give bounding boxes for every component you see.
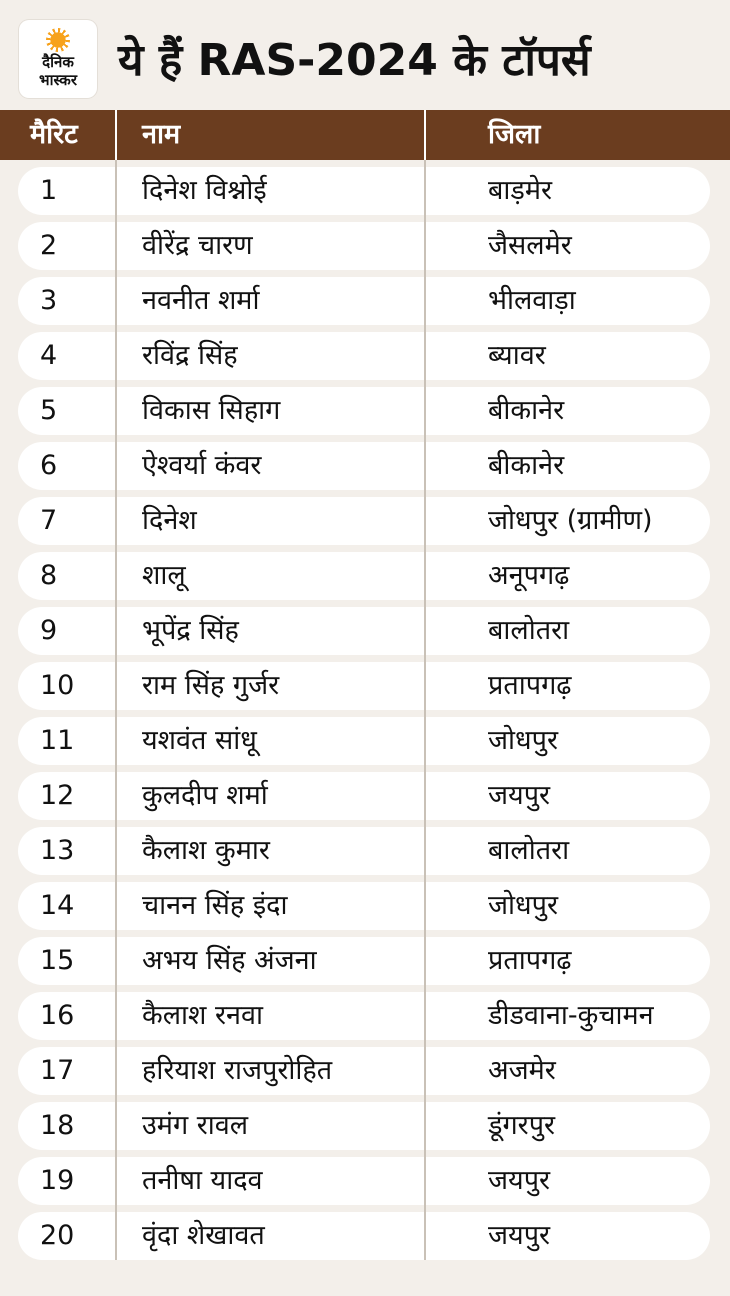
merit-cell: 7: [40, 505, 58, 536]
table-row: [18, 277, 710, 325]
name-cell: यशवंत सांधू: [142, 725, 257, 756]
name-cell: शालू: [142, 560, 186, 591]
name-cell: कुलदीप शर्मा: [142, 780, 268, 811]
district-cell: बालोतरा: [488, 615, 570, 646]
table-row: [18, 442, 710, 490]
table-row: [18, 662, 710, 710]
district-cell: जयपुर: [488, 1220, 551, 1251]
district-cell: बीकानेर: [488, 395, 565, 426]
district-cell: डूंगरपुर: [488, 1110, 556, 1141]
dainik-bhaskar-logo: [19, 20, 97, 98]
merit-cell: 2: [40, 230, 58, 261]
district-cell: डीडवाना-कुचामन: [488, 1000, 654, 1031]
name-cell: चानन सिंह इंदा: [142, 890, 288, 921]
header-district: जिला: [488, 119, 541, 150]
header-name: नाम: [142, 119, 181, 150]
logo-text-line2: भास्कर: [39, 71, 77, 89]
name-cell: भूपेंद्र सिंह: [142, 615, 239, 646]
name-cell: अभय सिंह अंजना: [142, 945, 317, 976]
logo-text-line1: दैनिक: [42, 53, 74, 71]
merit-cell: 19: [40, 1165, 75, 1196]
merit-cell: 17: [40, 1055, 75, 1086]
merit-cell: 12: [40, 780, 75, 811]
table-row: [18, 1212, 710, 1260]
merit-cell: 8: [40, 560, 58, 591]
district-cell: अनूपगढ़: [488, 560, 570, 591]
merit-cell: 18: [40, 1110, 75, 1141]
district-cell: बीकानेर: [488, 450, 565, 481]
merit-cell: 6: [40, 450, 58, 481]
name-cell: कैलाश रनवा: [142, 1000, 264, 1031]
merit-cell: 5: [40, 395, 58, 426]
district-cell: बालोतरा: [488, 835, 570, 866]
merit-cell: 15: [40, 945, 75, 976]
table-row: [18, 1157, 710, 1205]
name-cell: हरियाश राजपुरोहित: [142, 1055, 333, 1086]
table-row: [18, 552, 710, 600]
name-cell: दिनेश विश्नोई: [142, 175, 267, 206]
name-cell: कैलाश कुमार: [142, 835, 270, 866]
name-cell: तनीषा यादव: [142, 1165, 263, 1196]
table-row: [18, 827, 710, 875]
district-cell: जोधपुर: [488, 890, 559, 921]
table-row: [18, 497, 710, 545]
header-divider: [115, 110, 117, 160]
merit-cell: 14: [40, 890, 75, 921]
district-cell: जोधपुर: [488, 725, 559, 756]
merit-cell: 13: [40, 835, 75, 866]
table-row: [18, 772, 710, 820]
district-cell: ब्यावर: [488, 340, 546, 371]
name-cell: राम सिंह गुर्जर: [142, 670, 280, 701]
name-cell: वीरेंद्र चारण: [142, 230, 253, 261]
district-cell: प्रतापगढ़: [488, 945, 572, 976]
sun-icon: [46, 28, 70, 52]
district-cell: अजमेर: [488, 1055, 556, 1086]
district-cell: जैसलमेर: [488, 230, 572, 261]
merit-cell: 16: [40, 1000, 75, 1031]
table-row: [18, 222, 710, 270]
name-cell: विकास सिहाग: [142, 395, 281, 426]
table-row: [18, 1102, 710, 1150]
header-merit: मैरिट: [30, 119, 78, 150]
merit-cell: 4: [40, 340, 58, 371]
district-cell: जयपुर: [488, 1165, 551, 1196]
name-cell: नवनीत शर्मा: [142, 285, 260, 316]
table-row: [18, 167, 710, 215]
name-cell: रविंद्र सिंह: [142, 340, 238, 371]
table-row: [18, 387, 710, 435]
column-divider: [115, 110, 117, 1260]
name-cell: वृंदा शेखावत: [142, 1220, 265, 1251]
table-row: [18, 992, 710, 1040]
district-cell: जोधपुर (ग्रामीण): [488, 505, 653, 536]
merit-cell: 9: [40, 615, 58, 646]
merit-cell: 11: [40, 725, 75, 756]
district-cell: बाड़मेर: [488, 175, 553, 206]
table-row: [18, 1047, 710, 1095]
table-row: [18, 937, 710, 985]
table-row: [18, 332, 710, 380]
table-row: [18, 882, 710, 930]
name-cell: दिनेश: [142, 505, 197, 536]
merit-cell: 1: [40, 175, 58, 206]
header: [0, 0, 730, 110]
page-title: ये हैं RAS-2024 के टॉपर्स: [118, 35, 591, 86]
header-divider: [424, 110, 426, 160]
district-cell: भीलवाड़ा: [488, 285, 576, 316]
district-cell: जयपुर: [488, 780, 551, 811]
name-cell: ऐश्वर्या कंवर: [142, 450, 262, 481]
merit-cell: 10: [40, 670, 75, 701]
name-cell: उमंग रावल: [142, 1110, 249, 1141]
column-divider: [424, 110, 426, 1260]
merit-cell: 20: [40, 1220, 75, 1251]
table-header: [0, 110, 730, 160]
table-row: [18, 607, 710, 655]
district-cell: प्रतापगढ़: [488, 670, 572, 701]
merit-cell: 3: [40, 285, 58, 316]
table-row: [18, 717, 710, 765]
